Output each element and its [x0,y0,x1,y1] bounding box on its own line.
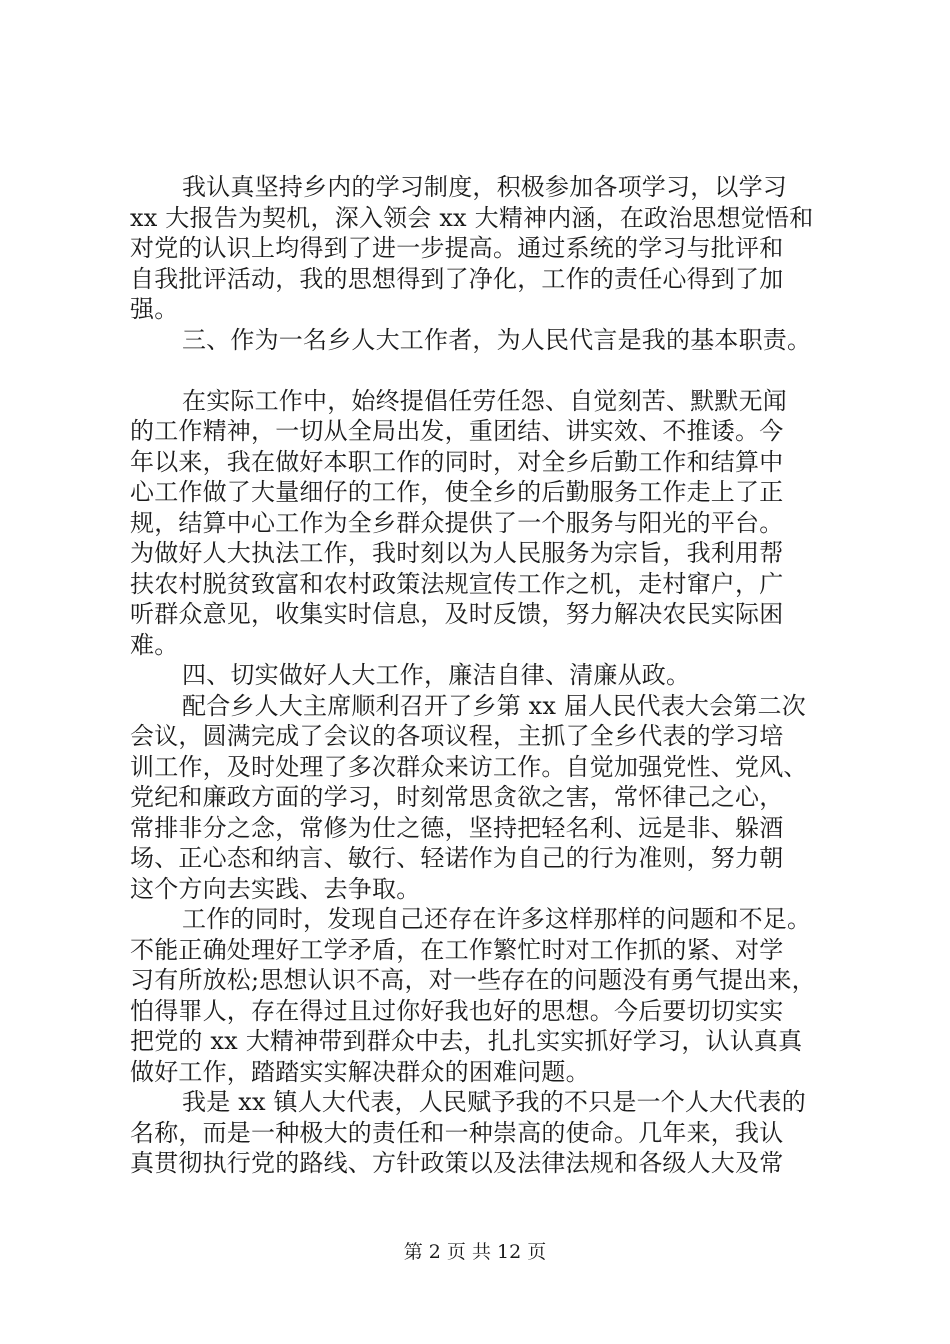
text-line: 我是 xx 镇人大代表，人民赋予我的不只是一个人大代表的 [182,1088,806,1116]
text-line: 名称，而是一种极大的责任和一种崇高的使命。几年来，我认 [130,1118,784,1147]
text-line: 配合乡人大主席顺利召开了乡第 xx 届人民代表大会第二次 [182,691,806,720]
text-line: 的工作精神，一切从全局出发，重团结、讲实效、不推诿。今 [130,417,784,445]
text-line: 心工作做了大量细仔的工作，使全乡的后勤服务工作走上了正 [130,478,784,506]
text-line: 场、正心态和纳言、敏行、轻诺作为自己的行为准则，努力朝 [130,844,784,872]
text-line: 这个方向去实践、去争取。 [130,874,421,903]
text-line: 党纪和廉政方面的学习，时刻常思贪欲之害，常怀律己之心， [130,783,784,811]
text-line: 难。 [130,630,179,659]
text-line: xx 大报告为契机，深入领会 xx 大精神内涵，在政治思想觉悟和 [130,203,814,232]
text-line: 规，结算中心工作为全乡群众提供了一个服务与阳光的平台。 [130,508,784,537]
text-line: 扶农村脱贫致富和农村政策法规宣传工作之机，走村窜户，广 [130,569,784,598]
text-line: 听群众意见，收集实时信息，及时反馈，努力解决农民实际困 [130,600,784,628]
text-line: 为做好人大执法工作，我时刻以为人民服务为宗旨，我利用帮 [130,539,784,567]
text-line: 对党的认识上均得到了进一步提高。通过系统的学习与批评和 [130,234,784,262]
text-line: 会议，圆满完成了会议的各项议程，主抓了全乡代表的学习培 [130,722,784,750]
text-line: 自我批评活动，我的思想得到了净化，工作的责任心得到了加 [130,264,784,293]
text-line: 把党的 xx 大精神带到群众中去，扎扎实实抓好学习，认认真真 [130,1027,803,1055]
text-line: 强。 [130,295,179,323]
section-heading: 四、切实做好人大工作，廉洁自律、清廉从政。 [182,661,691,689]
page-number-footer: 第 2 页 共 12 页 [403,1241,547,1263]
text-line: 年以来，我在做好本职工作的同时，对全乡后勤工作和结算中 [130,447,784,476]
text-line: 做好工作，踏踏实实解决群众的困难问题。 [130,1057,590,1086]
text-line: 习有所放松;思想认识不高，对一些存在的问题没有勇气提出来， [130,966,816,994]
text-line: 怕得罪人，存在得过且过你好我也好的思想。今后要切切实实 [130,996,784,1025]
text-line: 不能正确处理好工学矛盾，在工作繁忙时对工作抓的紧、对学 [130,935,784,964]
text-line: 我认真坚持乡内的学习制度，积极参加各项学习，以学习 [182,173,787,201]
text-line: 训工作，及时处理了多次群众来访工作。自觉加强党性、党风、 [130,752,808,781]
text-line: 常排非分之念，常修为仕之德，坚持把轻名利、远是非、躲酒 [130,813,784,842]
text-line: 在实际工作中，始终提倡任劳任怨、自觉刻苦、默默无闻 [182,386,787,415]
text-line: 真贯彻执行党的路线、方针政策以及法律法规和各级人大及常 [130,1149,784,1177]
section-heading: 三、作为一名乡人大工作者，为人民代言是我的基本职责。 [182,325,812,354]
text-line: 工作的同时，发现自己还存在许多这样那样的问题和不足。 [182,905,812,933]
